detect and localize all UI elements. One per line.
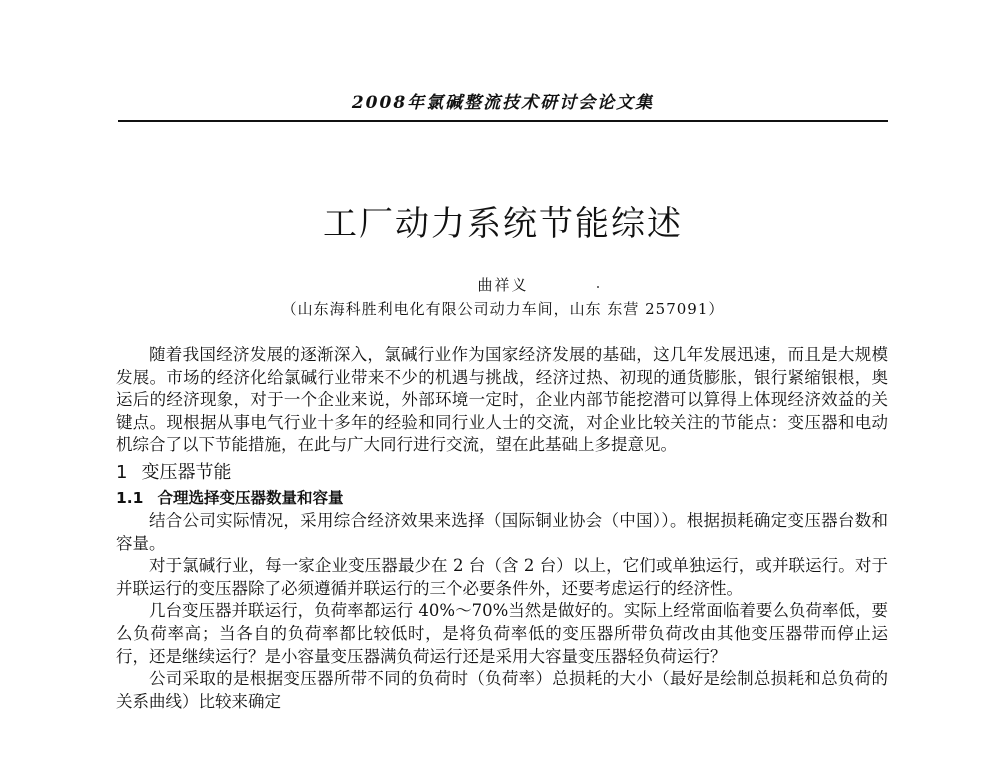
paragraph-2: 对于氯碱行业，每一家企业变压器最少在 2 台（含 2 台）以上，它们或单独运行，或并联运行。对于并联运行的变压器除了必须遵循并联运行的三个必要条件外，还要考虑运行的经济性。 <box>116 556 888 598</box>
paper-title: 工厂动力系统节能综述 <box>323 204 683 244</box>
paragraph-4: 公司采取的是根据变压器所带不同的负荷时（负荷率）总损耗的大小（最好是绘制总损耗和总负荷的关系曲线）比较来确定 <box>116 669 888 711</box>
body-text <box>116 344 888 713</box>
subsection-number: 1.1 <box>116 488 144 507</box>
paragraph-3: 几台变压器并联运行，负荷率都运行 40%～70%当然是做好的。实际上经常面临着要么负荷率低，要么负荷率高；当各自的负荷率都比较低时，是将负荷率低的变压器所带负荷改由其他变压器带而停止运行，还是继续运行？是小容量变压器满负荷运行还是采用大容量变压器轻负荷运行？ <box>116 601 888 666</box>
section-title: 变压器节能 <box>141 461 232 483</box>
intro-paragraph: 随着我国经济发展的逐渐深入，氯碱行业作为国家经济发展的基础，这几年发展迅速，而且是大规模发展。市场的经济化给氯碱行业带来不少的机遇与挑战，经济过热、初现的通货膨胀，银行紧缩银根，奥运后的经济现象，对于一个企业来说，外部环境一定时，企业内部节能挖潜可以算得上体现经济效益的关键点。现根据从事电气行业十多年的经验和同行业人士的交流，对企业比较关注的节能点：变压器和电动机综合了以下节能措施，在此与广大同行进行交流，望在此基础上多提意见。 <box>116 345 888 455</box>
paragraph-1: 结合公司实际情况，采用综合经济效果来选择（国际铜业协会（中国））。根据损耗确定变压器台数和容量。 <box>116 510 888 553</box>
section-number: 1 <box>116 461 128 483</box>
author-name: 曲祥义 <box>477 276 529 294</box>
author-affiliation: （山东海科胜利电化有限公司动力车间，山东 东营 257091） <box>281 300 725 318</box>
running-head: 2008年氯碱整流技术研讨会论文集 <box>351 93 655 113</box>
subsection-title: 合理选择变压器数量和容量 <box>157 488 344 507</box>
header-rule <box>118 120 888 122</box>
subsection-heading-1-1 <box>116 487 888 510</box>
section-heading-1 <box>116 461 888 485</box>
